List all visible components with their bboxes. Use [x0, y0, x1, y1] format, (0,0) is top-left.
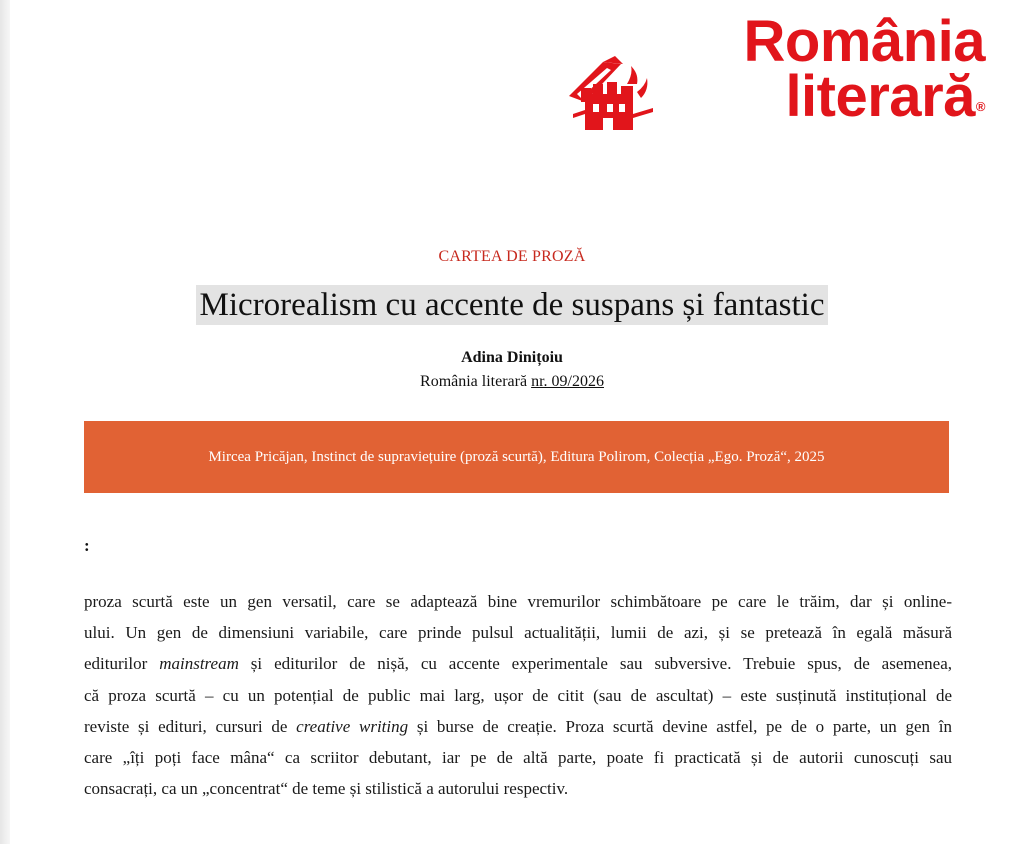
body-text-segment: editurilor: [84, 654, 160, 674]
body-text-segment: proza scurtă este un gen versatil, care se adaptează bine vremurilor schimbătoare pe care le trăim, dar și online-: [84, 592, 952, 611]
body-line: [84, 617, 952, 648]
section-colon: :: [84, 536, 90, 555]
book-info-text: Mircea Pricăjan, Instinct de supraviețuire (proză scurtă), Editura Polirom, Colecția „Ego. Proză“, 2025: [208, 448, 825, 465]
issue-link[interactable]: nr. 09/2026: [531, 373, 604, 390]
registered-mark: ®: [975, 99, 985, 114]
body-line: [84, 648, 952, 679]
body-text-segment: că proza scurtă – cu un potențial de public mai larg, ușor de citit (sau de ascultat) – este susținută instituțional de: [84, 685, 952, 705]
body-text-segment: și editurilor de nișă, cu accente experimentale sau subversive. Trebuie spus, de asemenea,: [238, 654, 952, 674]
logo-wordmark: [685, 9, 985, 129]
logo-line-2: [685, 64, 985, 129]
article-title: Microrealism cu accente de suspans și fantastic: [196, 285, 829, 325]
page-left-edge: [0, 0, 10, 844]
article-body: [84, 586, 952, 804]
burning-castle-logo-icon: [563, 44, 659, 134]
body-text-segment: reviste și edituri, cursuri de: [84, 716, 297, 736]
title-wrapper: [0, 285, 1024, 325]
body-italic-term: creative writing: [296, 716, 409, 736]
body-text-segment: care „îți poți face mâna“ ca scriitor debutant, iar pe de altă parte, poate fi practicată și de autorii cunoscuți sau: [84, 748, 952, 768]
article-author[interactable]: Adina Dinițoiu: [461, 349, 563, 366]
logo-line-2-text: literară: [785, 64, 975, 129]
article-category[interactable]: CARTEA DE PROZĂ: [438, 248, 586, 265]
body-line: [84, 742, 952, 773]
issue-reference: [0, 373, 1024, 391]
body-text-segment: și burse de creație. Proza scurtă devine astfel, pe de o parte, un gen în: [408, 716, 952, 736]
site-logo[interactable]: [563, 9, 993, 134]
body-text-segment: consacrați, ca un „concentrat“ de teme și stilistică a autorului respectiv.: [84, 779, 569, 799]
body-text-segment: ului. Un gen de dimensiuni variabile, care prinde pulsul actualității, lumii de azi, și se pretează în egală măsură: [84, 623, 952, 643]
book-info-banner: [84, 421, 949, 493]
logo-line-1: România: [743, 9, 985, 74]
body-line: [84, 680, 952, 711]
body-line: [84, 711, 952, 742]
body-italic-term: mainstream: [159, 654, 239, 674]
body-line: [84, 773, 952, 804]
body-line: [84, 586, 952, 617]
issue-prefix: România literară: [420, 373, 528, 390]
